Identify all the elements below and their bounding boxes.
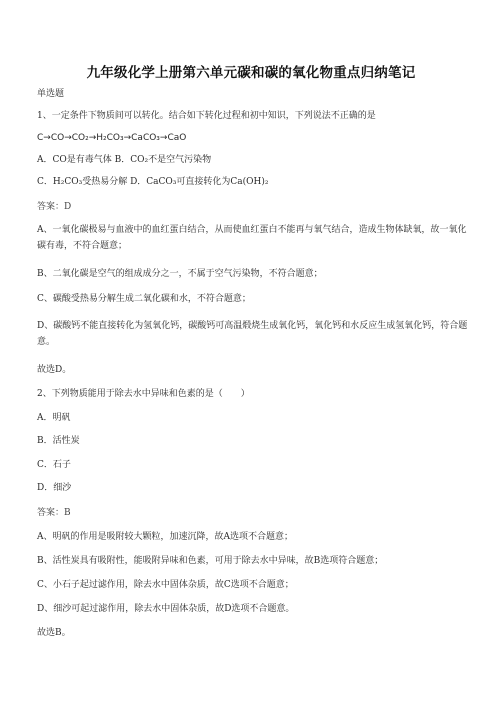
section-label: 单选题 (37, 89, 65, 99)
question-1-explanation-c: C、碳酸受热易分解生成二氧化碳和水，不符合题意； (37, 294, 251, 304)
page-title: 九年级化学上册第六单元碳和碳的氧化物重点归纳笔记 (86, 65, 416, 81)
question-1-options-cd: C．H₂CO₃受热易分解 D．CaCO₃可直接转化为Ca(OH)₂ (37, 177, 269, 187)
question-1-options-ab: A．CO是有毒气体 B．CO₂不是空气污染物 (37, 155, 212, 165)
question-2-explanation-a: A、明矾的作用是吸附较大颗粒，加速沉降，故A选项不合题意； (37, 532, 294, 542)
question-2-explanation-b: B、活性炭具有吸附性，能吸附异味和色素，可用于除去水中异味，故B选项符合题意； (37, 556, 384, 566)
question-1-stem: 1、一定条件下物质间可以转化。结合如下转化过程和初中知识，下列说法不正确的是 (37, 111, 376, 121)
question-1-explanation-b: B、二氧化碳是空气的组成成分之一，不属于空气污染物，不符合题意； (37, 269, 323, 279)
question-2-explanation-d: D、细沙可起过滤作用，除去水中固体杂质，故D选项不合题意。 (37, 604, 295, 614)
question-1-chain: C→CO→CO₂→H₂CO₃→CaCO₃→CaO (37, 133, 187, 143)
question-2-answer: 答案：B (37, 508, 71, 518)
question-2-conclusion: 故选B。 (37, 628, 71, 638)
question-2-explanation-c: C、小石子起过滤作用，除去水中固体杂质，故C选项不合题意； (37, 580, 294, 590)
question-1-explanation-a: A、一氧化碳极易与血液中的血红蛋白结合，从而使血红蛋白不能再与氧气结合，造成生物体缺氧，故一氧化碳有毒，不符合题意； (37, 225, 467, 251)
question-1-conclusion: 故选D。 (37, 365, 72, 375)
question-1-explanation-d: D、碳酸钙不能直接转化为氢氧化钙，碳酸钙可高温煅烧生成氧化钙，氧化钙和水反应生成氢氧化钙，符合题意。 (37, 321, 468, 347)
question-2-stem: 2、下列物质能用于除去水中异味和色素的是（ ） (37, 389, 250, 399)
question-1-answer: 答案：D (37, 202, 72, 212)
question-2-option-b: B．活性炭 (37, 436, 80, 446)
question-2-option-d: D．细沙 (37, 483, 72, 493)
question-2-option-c: C．石子 (37, 460, 71, 470)
question-2-option-a: A．明矾 (37, 413, 71, 423)
